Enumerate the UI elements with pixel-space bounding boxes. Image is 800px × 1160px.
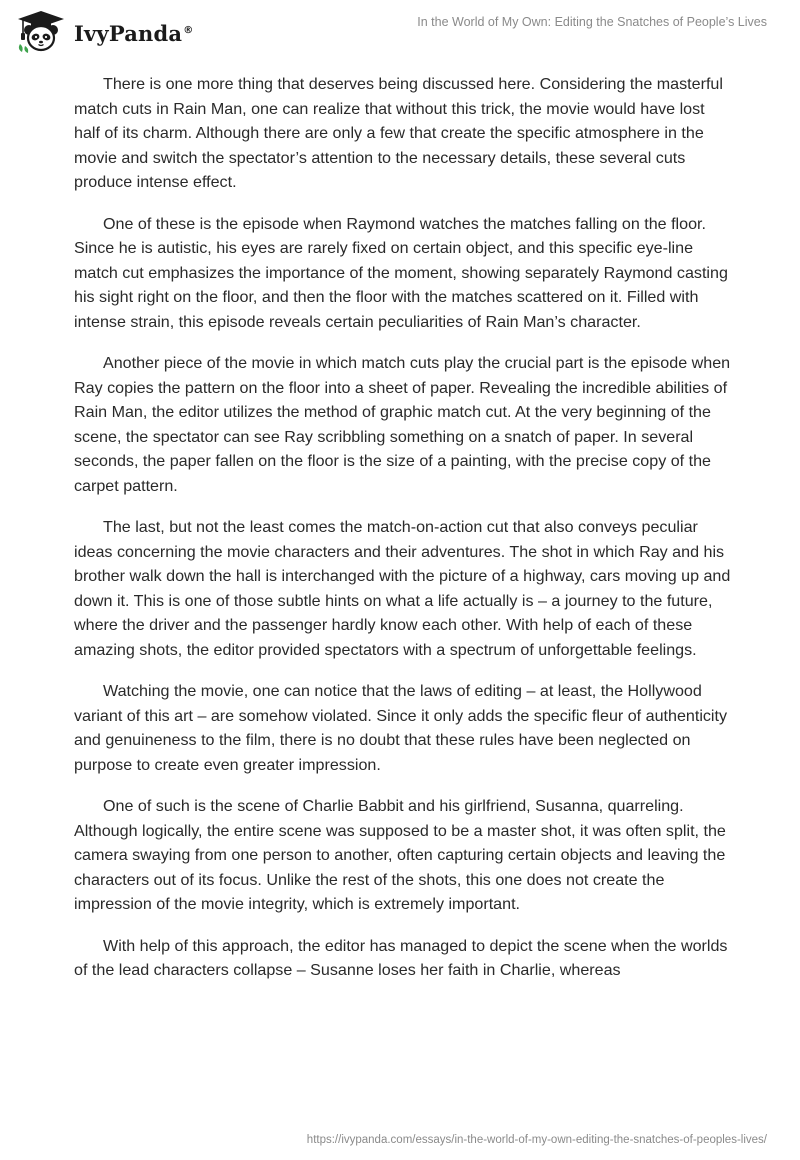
essay-body [74,72,734,1000]
registered-mark: ® [183,24,194,36]
brand-logo[interactable] [14,10,193,54]
paragraph: The last, but not the least comes the match-on-action cut that also conveys peculiar ideas concerning the movie characters and their adventures. The shot in which Ray and his brother walk down the hall is interchanged with the picture of a highway, cars moving up and down it. This is one of those subtle hints on what a life actually is – a journey to the future, where the driver and the passenger hardly know each other. With help of each of these amazing shots, the editor provided spectators with a spectrum of unforgettable feelings. [74,518,731,659]
paragraph: One of these is the episode when Raymond watches the matches falling on the floor. Since he is autistic, his eyes are rarely fixed on certain object, and this specific eye-line match cut emphasizes the importance of the moment, showing separately Raymond casting his sight right on the floor, and then the floor with the matches scattered on it. Filled with intense strain, this episode reveals certain peculiarities of Rain Man’s character. [74,214,728,331]
source-url-link[interactable]: https://ivypanda.com/essays/in-the-world-of-my-own-editing-the-snatches-of-peoples-lives/ [306,1134,767,1146]
paragraph: Watching the movie, one can notice that the laws of editing – at least, the Hollywood variant of this art – are somehow violated. Since it only adds the specific fleur of authenticity and genuineness to the film, there is no doubt that these rules have been neglected on purpose to create even greater impression. [74,682,728,774]
page-header [0,0,800,60]
brand-name: IvyPanda® [74,20,194,46]
paragraph: One of such is the scene of Charlie Babbit and his girlfriend, Susanna, quarreling. Although logically, the entire scene was supposed to be a master shot, it was often split, the camera swaying from one person to another, often capturing certain objects and leaving the characters out of its focus. Unlike the rest of the shots, this one does not create the impression of the movie integrity, which is extremely important. [74,797,726,913]
paragraph: Another piece of the movie in which match cuts play the crucial part is the episode when Ray copies the pattern on the floor into a sheet of paper. Revealing the incredible abilities of Rain Man, the editor utilizes the method of graphic match cut. At the very beginning of the scene, the spectator can see Ray scribbling something on a snatch of paper. In several seconds, the paper fallen on the floor is the size of a painting, with the precise copy of the carpet pattern. [74,354,731,495]
document-title: In the World of My Own: Editing the Snatches of People’s Lives [417,15,767,29]
paragraph: With help of this approach, the editor has managed to depict the scene when the worlds of the lead characters collapse – Susanne loses her faith in Charlie, whereas [74,936,728,979]
paragraph: There is one more thing that deserves being discussed here. Considering the masterful match cuts in Rain Man, one can realize that without this trick, the movie would have lost half of its charm. Although there are only a few that create the specific atmosphere in the movie and switch the spectator’s attention to the necessary details, these several cuts produce intense effect. [74,75,723,191]
panda-graduate-logo-icon [14,10,68,54]
